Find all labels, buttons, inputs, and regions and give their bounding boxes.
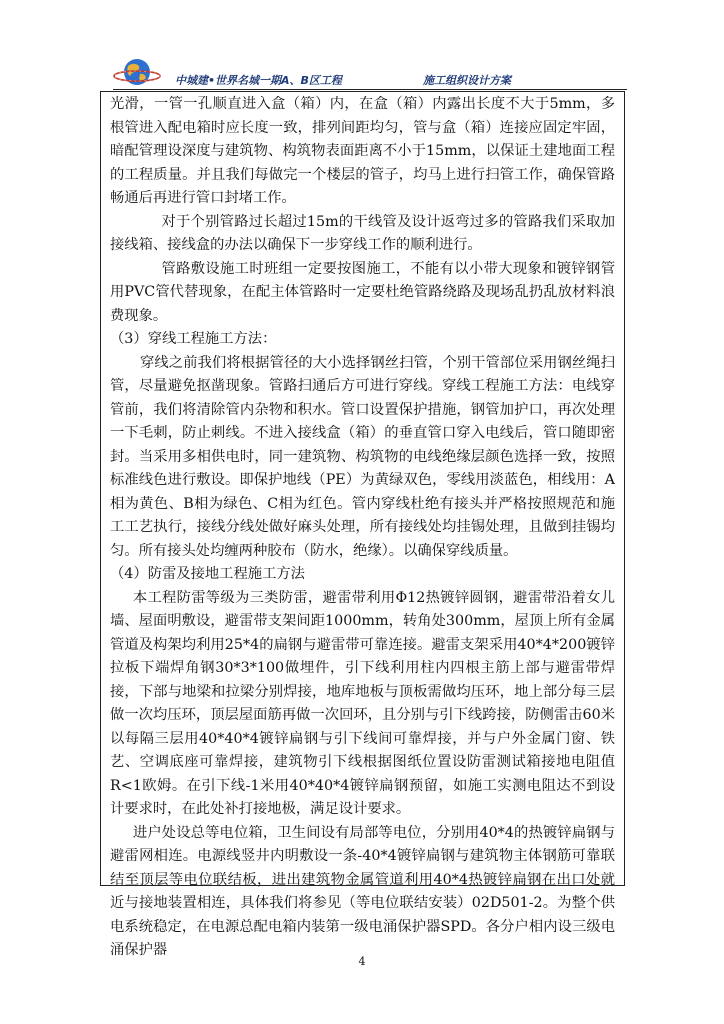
section-heading: （3）穿线工程施工方法： (110, 331, 277, 347)
body-text (110, 93, 615, 963)
content-frame (100, 91, 625, 958)
paragraph: 对于个别管路过长超过15m的干线管及设计返弯过多的管路我们采取加接线箱、接线盒的办法以确保下一步穿线工作的顺利进行。 (110, 213, 615, 253)
header-document-title: 施工组织设计方案 (423, 74, 511, 87)
paragraph: 进户处设总等电位箱，卫生间设有局部等电位，分别用40*4的热镀锌扁钢与避雷网相连。电源线竖井内明敷设一条-40*4镀锌扁钢与建筑物主体钢筋可靠联结至顶层等电位联结板，进出建筑物金属管道利用40*4热镀锌扁钢在出口处就近与接地装置相连，具体我们将参见（等电位联结安装）02D501-2。为整个供电系统稳定，在电源总配电箱内装第一级电涌保护器SPD。各分户相内设三级电涌保护器 (110, 824, 615, 958)
paragraph: 穿线之前我们将根据管径的大小选择钢丝扫管，个别干管部位采用钢丝绳扫管，尽量避免抠凿现象。管路扫通后方可进行穿线。穿线工程施工方法：电线穿管前，我们将清除管内杂物和积水。管口设置保护措施，钢管加护口，再次处理一下毛刺，防止刺线。不进入接线盒（箱）的垂直管口穿入电线后，管口随即密封。当采用多相供电时，同一建筑物、构筑物的电线绝缘层颜色选择一致，按照标准线色进行敷设。即保护地线（PE）为黄绿双色，零线用淡蓝色，相线用：A相为黄色、B相为绿色、C相为红色。管内穿线杜绝有接头并严格按照规范和施工工艺执行，接线分线处做好麻头处理，所有接线处均挂锡处理，且做到挂锡均匀。所有接头处均缠两种胶布（防水，绝缘）。以确保穿线质量。 (110, 354, 615, 559)
paragraph: 本工程防雷等级为三类防雷，避雷带利用Φ12热镀锌圆钢，避雷带沿着女儿墙、屋面明敷设，避雷带支架间距1000mm，转角处300mm，屋顶上所有金属管道及构架均利用25*4的扁钢与避雷带可靠连接。避雷支架采用40*4*200镀锌拉板下端焊角钢30*3*100做埋件，引下线利用柱内四根主筋上部与避雷带焊接，下部与地梁和拉梁分别焊接，地库地板与顶板需做均压环，地上部分每三层做一次均压环，顶层屋面筋再做一次回环，且分别与引下线跨接，防侧雷击60米以每隔三层用40*40*4镀锌扁钢与引下线间可靠焊接，并与户外金属门窗、铁艺、空调底座可靠焊接，建筑物引下线根据图纸位置设防雷测试箱接地电阻值R<1欧姆。在引下线-1米用40*40*4镀锌扁钢预留，如施工实测电阻达不到设计要求时，在此处补打接地极，满足设计要求。 (110, 589, 615, 817)
header-project-title: 中城建•世界名城一期A、B区工程 (175, 74, 342, 87)
page-header (113, 54, 627, 92)
paragraph: 光滑，一管一孔顺直进入盒（箱）内，在盒（箱）内露出长度不大于5mm，多根管进入配电箱时应长度一致，排列间距均匀，管与盒（箱）连接应固定牢固，暗配管理设深度与建筑物、构筑物表面距离不小于15mm，以保证土建地面工程的工程质量。并且我们每做完一个楼层的管子，均马上进行扫管工作，确保管路畅通后再进行管口封堵工作。 (110, 96, 615, 206)
page-number: 4 (358, 955, 366, 968)
company-logo-icon (113, 54, 161, 90)
header-divider (113, 89, 627, 90)
paragraph: 管路敷设施工时班组一定要按图施工，不能有以小带大现象和镀锌钢管用PVC管代替现象，在配主体管路时一定要杜绝管路绕路及现场乱扔乱放材料浪费现象。 (110, 260, 615, 324)
section-heading: （4）防雷及接地工程施工方法 (110, 566, 305, 582)
